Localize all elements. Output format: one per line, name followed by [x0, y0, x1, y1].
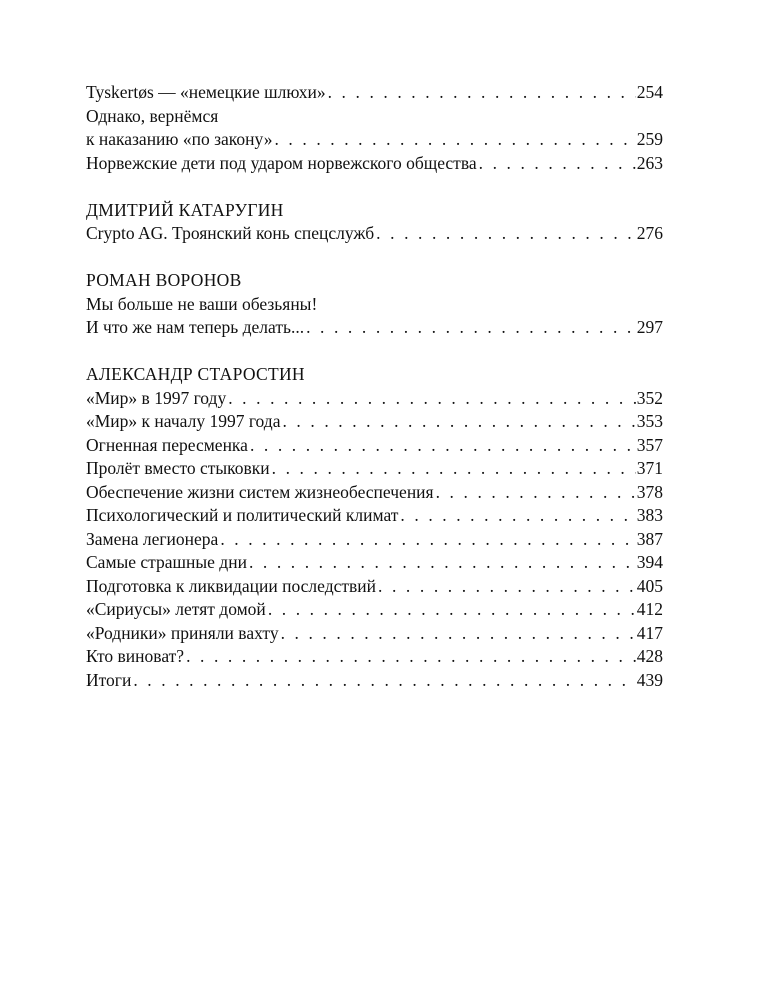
toc-entry-page: 259 — [636, 129, 663, 149]
toc-entry — [86, 598, 663, 622]
toc-entry-title: к наказанию «по закону» — [86, 129, 273, 149]
dot-leader — [186, 645, 636, 669]
toc-entry-page: 378 — [636, 481, 663, 502]
dot-leader — [378, 575, 636, 599]
section-gap — [86, 246, 663, 270]
toc-entry-title: Пролёт вместо стыковки — [86, 458, 270, 478]
dot-leader — [306, 316, 636, 340]
toc-entry — [86, 669, 663, 693]
toc-entry-page: 417 — [636, 622, 663, 643]
dot-leader — [282, 410, 635, 434]
author-heading: РОМАН ВОРОНОВ — [86, 270, 242, 290]
toc-entry — [86, 410, 663, 434]
toc-entry — [86, 152, 663, 176]
toc-entry — [86, 222, 663, 246]
toc-entry-title: И что же нам теперь делать... — [86, 317, 305, 337]
toc-entry — [86, 551, 663, 575]
toc-entry-page: 371 — [636, 458, 663, 478]
dot-leader — [328, 81, 636, 105]
toc-entry-title-line1: Мы больше не ваши обезьяны! — [86, 293, 318, 314]
dot-leader — [400, 504, 635, 528]
toc-entry-title: Огненная пересменка — [86, 434, 248, 455]
toc-entry-page: 276 — [636, 223, 663, 243]
dot-leader — [133, 669, 635, 693]
toc-entry — [86, 387, 663, 411]
toc-entry-title: Норвежские дети под ударом норвежского общества — [86, 152, 477, 173]
author-heading: ДМИТРИЙ КАТАРУГИН — [86, 199, 284, 220]
toc-entry-page: 428 — [636, 646, 663, 666]
dot-leader — [376, 222, 636, 246]
dot-leader — [249, 551, 636, 575]
toc-entry-title: «Мир» к началу 1997 года — [86, 411, 281, 431]
toc-entry-title: Кто виноват? — [86, 646, 185, 666]
toc-entry-title: Самые страшные дни — [86, 552, 247, 572]
dot-leader — [436, 481, 636, 505]
toc-entry — [86, 645, 663, 669]
dot-leader — [479, 152, 636, 176]
dot-leader — [281, 622, 636, 646]
toc-entry-title: Crypto AG. Троянский конь спецслужб — [86, 223, 375, 243]
author-heading: АЛЕКСАНДР СТАРОСТИН — [86, 364, 305, 384]
toc-entry-page: 263 — [636, 152, 663, 173]
toc-entry — [86, 504, 663, 528]
toc-entry-page: 297 — [636, 317, 663, 337]
toc-entry-page: 383 — [636, 505, 663, 525]
section-gap — [86, 340, 663, 364]
dot-leader — [250, 434, 636, 458]
toc-entry — [86, 434, 663, 458]
toc-entry-title: «Сириусы» летят домой — [86, 599, 266, 619]
toc-entry — [86, 81, 663, 105]
toc-entry-title: «Родники» приняли вахту — [86, 622, 279, 643]
toc-entry-title: Обеспечение жизни систем жизнеобеспечения — [86, 481, 434, 502]
toc-entry-title: «Мир» в 1997 году — [86, 387, 227, 408]
toc-entry-title: Итоги — [86, 669, 132, 690]
toc-entry-page: 439 — [636, 669, 663, 690]
toc-entry-page: 412 — [636, 599, 663, 619]
toc-entry-title: Психологический и политический климат — [86, 505, 399, 525]
toc-entry — [86, 457, 663, 481]
dot-leader — [268, 598, 636, 622]
dot-leader — [228, 387, 636, 411]
dot-leader — [274, 128, 635, 152]
toc-entry-page: 387 — [636, 528, 663, 549]
toc-entry-title: Замена легионера — [86, 528, 219, 549]
toc-entry — [86, 622, 663, 646]
dot-leader — [220, 528, 635, 552]
table-of-contents — [86, 81, 663, 692]
toc-entry-page: 405 — [636, 575, 663, 596]
toc-entry — [86, 481, 663, 505]
toc-entry — [86, 128, 663, 152]
toc-entry-title-line1: Однако, вернёмся — [86, 105, 219, 126]
toc-entry-page: 357 — [636, 434, 663, 455]
toc-entry-page: 352 — [636, 387, 663, 408]
toc-entry-title: Tyskertøs — «немецкие шлюхи» — [86, 82, 326, 102]
toc-entry-page: 254 — [636, 82, 663, 102]
toc-entry — [86, 575, 663, 599]
toc-entry — [86, 528, 663, 552]
toc-entry-list — [86, 387, 663, 693]
toc-entry-page: 394 — [636, 552, 663, 572]
dot-leader — [272, 457, 636, 481]
toc-entry — [86, 316, 663, 340]
toc-entry-title: Подготовка к ликвидации последствий — [86, 575, 377, 596]
toc-entry-page: 353 — [636, 411, 663, 431]
section-gap — [86, 175, 663, 199]
